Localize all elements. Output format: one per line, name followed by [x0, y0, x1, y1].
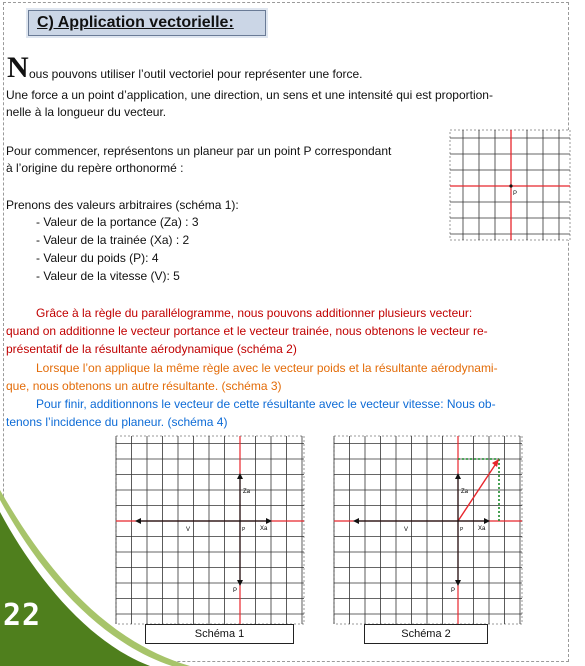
- intro-line-1: ous pouvons utiliser l’outil vectoriel pour représenter une force.: [29, 67, 363, 81]
- schema-2-drag-label: Xa: [478, 526, 486, 532]
- schema-1-weight-label: P: [233, 588, 238, 594]
- orange-paragraph-line-2: que, nous obtenons un autre résultante. (schéma 3): [6, 379, 282, 393]
- schema-2-caption: Schéma 2: [364, 624, 488, 644]
- setup-line-1: Pour commencer, représentons un planeur par un point P correspondant: [6, 144, 392, 158]
- intro-line-3: nelle à la longueur du vecteur.: [6, 105, 167, 119]
- value-item-speed: - Valeur de la vitesse (V): 5: [36, 269, 180, 283]
- red-paragraph-line-1: Grâce à la règle du parallélogramme, nous pouvons additionner plusieurs vecteur:: [36, 306, 473, 320]
- blue-paragraph-line-1: Pour finir, additionnons le vecteur de cette résultante avec le vecteur vitesse: Nous ob-: [36, 397, 496, 411]
- setup-line-2: à l’origine du repère orthonormé :: [6, 161, 184, 175]
- value-item-drag: - Valeur de la trainée (Xa) : 2: [36, 233, 190, 247]
- schema-1-lift-label: Za: [243, 489, 251, 495]
- value-item-lift: - Valeur de la portance (Za) : 3: [36, 215, 199, 229]
- schema-2-speed-label: V: [404, 527, 409, 533]
- blue-paragraph-line-2: tenons l’incidence du planeur. (schéma 4): [6, 415, 228, 429]
- values-intro: Prenons des valeurs arbitraires (schéma 1):: [6, 198, 239, 212]
- schema-1-caption: Schéma 1: [145, 624, 294, 644]
- value-item-weight: - Valeur du poids (P): 4: [36, 251, 159, 265]
- red-paragraph-line-2: quand on additionne le vecteur portance et le vecteur trainée, nous obtenons le vecteur re-: [6, 324, 488, 338]
- schema-1-diagram: [116, 436, 304, 624]
- section-heading-text: C) Application vectorielle:: [37, 14, 234, 31]
- red-paragraph-line-3: présentatif de la résultante aérodynamique (schéma 2): [6, 342, 297, 356]
- page-number: 22: [3, 598, 42, 633]
- schema-2-lift-label: Za: [461, 489, 469, 495]
- section-heading: [28, 10, 266, 36]
- intro-line-2: Une force a un point d’application, une direction, un sens et une intensité qui est proportion-: [6, 88, 493, 102]
- schema-2-weight-label: P: [451, 588, 456, 594]
- dropcap: N: [7, 51, 29, 84]
- reference-grid: [450, 130, 570, 240]
- schema-2-origin-label: P: [460, 527, 464, 533]
- reference-origin-label: P: [513, 191, 518, 197]
- schema-1-speed-label: V: [186, 527, 191, 533]
- schema-1-origin-label: P: [242, 527, 246, 533]
- schema-2-diagram: [334, 436, 522, 624]
- schema-1-drag-label: Xa: [260, 526, 268, 532]
- orange-paragraph-line-1: Lorsque l’on applique la même règle avec le vecteur poids et la résultante aérodynami-: [36, 361, 498, 375]
- reference-origin-point: [509, 184, 512, 187]
